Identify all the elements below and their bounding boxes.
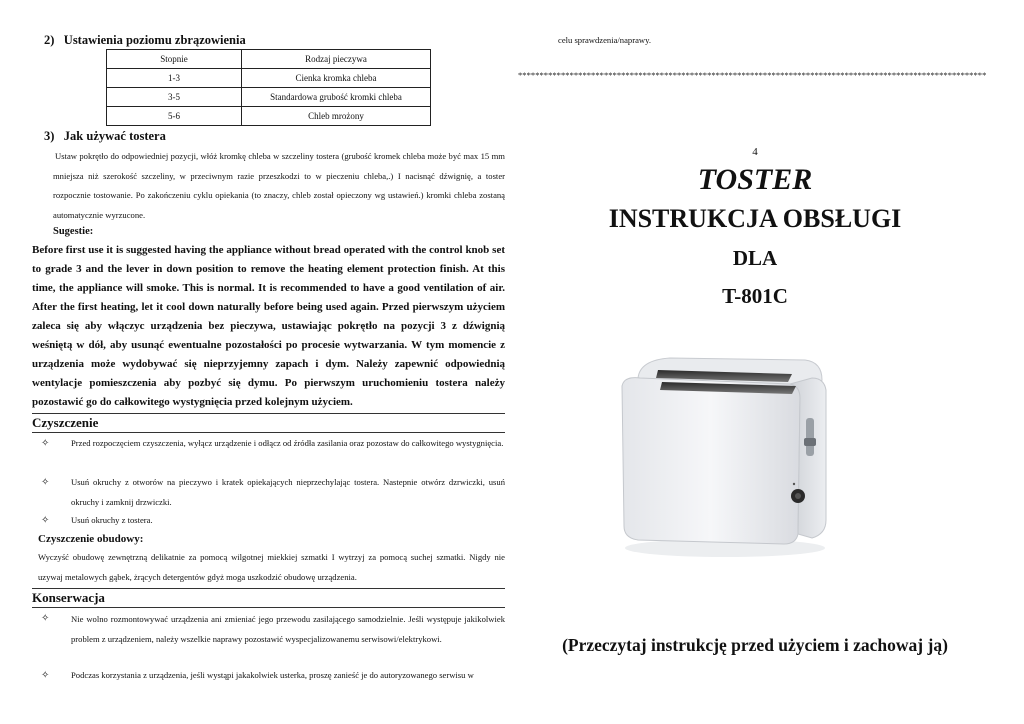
section-2-title: 2) Ustawienia poziomu zbrązowienia xyxy=(44,33,246,47)
list-item xyxy=(41,473,505,512)
suggestion-text: Before first use it is suggested having the appliance without bread operated with the control knob set to grade 3 and the lever in down position to remove the heating element protection finish. At this time, the appliance will smoke. This is normal. It is recommended to have a good ventilation of air. After the first heating, let it cool down naturally before being used again. Przed pierwszym użyciem zaleca się aby włączyc urządzenia bez pieczywa, ustawiając pokrętło na pozycji 3 z dźwignią weśniętą w dół, aby usunąć ewentualne pozostałości po procesie wytwarzania. W tym momencie z urządzenia może wydobywać się nieprzyjemny zapach i dym. Należy zapewnić odpowiednią wentylacje pomieszczenia aby pozbyć się dymu. Po pierwszym uruchomieniu tostera należy pozostawić go do całkowitego wystygnięcia przed kolejnym użyciem. xyxy=(32,244,505,408)
cleaning-bullet-3: Usuń okruchy z tostera. xyxy=(71,515,153,525)
section-3-title: 3) Jak używać tostera xyxy=(44,129,166,143)
model-number: T-801C xyxy=(722,284,788,308)
section-3-text: Ustaw pokrętło do odpowiedniej pozycji, włóż kromkę chleba w szczeliny tostera (grubość kromek chleba może być max 15 mm mniejsza niż szerokość szczeliny, w przeciwnym razie przeszkodzi to w pieczeniu chleba,.) I nacisnąć dźwignię, a toster rozpocznie tostowanie. Po zakończeniu cyklu opiekania (to znaczy, chleb został opieczony wg ustawień.) kromki chleba zostaną automatycznie wyrzucone. xyxy=(53,151,505,220)
bullet-icon: ✧ xyxy=(41,438,50,449)
cleaning-bullet-2: Usuń okruchy z otworów na pieczywo i kratek opiekających nieprzechylając tostera. Nastepnie otwórz dzrwiczki, usuń okruchy i zamknij drzwiczki. xyxy=(71,477,505,507)
list-item xyxy=(41,434,505,454)
toaster-image xyxy=(600,348,850,563)
table-cell: Standardowa grubość kromki chleba xyxy=(242,88,431,107)
table-cell: 5-6 xyxy=(107,107,242,126)
continuation-text: celu sprawdzenia/naprawy. xyxy=(558,35,651,45)
cleaning-title: Czyszczenie xyxy=(32,414,505,433)
bullet-icon: ✧ xyxy=(41,515,50,526)
page-number: 4 xyxy=(752,146,758,158)
bullet-icon: ✧ xyxy=(41,477,50,488)
table-row xyxy=(107,107,431,126)
maintenance-title: Konserwacja xyxy=(32,589,505,608)
table-header-cell: Stopnie xyxy=(107,50,242,69)
read-instructions-note: (Przeczytaj instrukcję przed użyciem i zachowaj ją) xyxy=(562,635,948,655)
manual-title: INSTRUKCJA OBSŁUGI xyxy=(608,204,902,233)
star-separator: ************************************************************************************************************* xyxy=(518,70,987,80)
bullet-icon: ✧ xyxy=(41,670,50,681)
for-label: DLA xyxy=(732,246,778,270)
housing-title: Czyszczenie obudowy: xyxy=(38,533,144,545)
table-cell: 3-5 xyxy=(107,88,242,107)
maintenance-bullet-1: Nie wolno rozmontowywać urządzenia ani zmieniać jego przewodu zasilającego samodzielnie. Jeśli występuje jakikolwiek problem z urządzeniem, należy wszelkie naprawy pozostawić wyspecjalizowanemu serwisowi/elektrykowi. xyxy=(71,614,505,644)
suggestion-title: Sugestie: xyxy=(53,226,94,237)
table-header-cell: Rodzaj pieczywa xyxy=(242,50,431,69)
cleaning-bullet-1: Przed rozpoczęciem czyszczenia, wyłącz urządzenie i odłącz od źródła zasilania oraz pozostaw do całkowitego wystygnięcia. xyxy=(71,438,504,448)
table-header-row xyxy=(107,50,431,69)
table-cell: Cienka kromka chleba xyxy=(242,69,431,88)
table-cell: 1-3 xyxy=(107,69,242,88)
list-item xyxy=(41,609,505,649)
bullet-icon: ✧ xyxy=(41,613,50,624)
maintenance-bullet-2: Podczas korzystania z urządzenia, jeśli wystąpi jakakolwiek usterka, proszę zanieść je do autoryzowanego serwisu w xyxy=(71,670,474,680)
table-row xyxy=(107,69,431,88)
list-item xyxy=(41,666,505,686)
product-name: TOSTER xyxy=(697,163,813,196)
table-cell: Chleb mrożony xyxy=(242,107,431,126)
housing-text: Wyczyść obudowę zewnętrzną delikatnie za pomocą wilgotnej miekkiej szmatki I wytrzyj za pomocą suchej szmatki. Nigdy nie uzywaj metalowych gąbek, żrących detergentów gdyż moga uszkodzić obudowę urządzenia. xyxy=(38,552,505,582)
list-item xyxy=(41,511,505,531)
table-row xyxy=(107,88,431,107)
browning-levels-table xyxy=(106,49,431,126)
